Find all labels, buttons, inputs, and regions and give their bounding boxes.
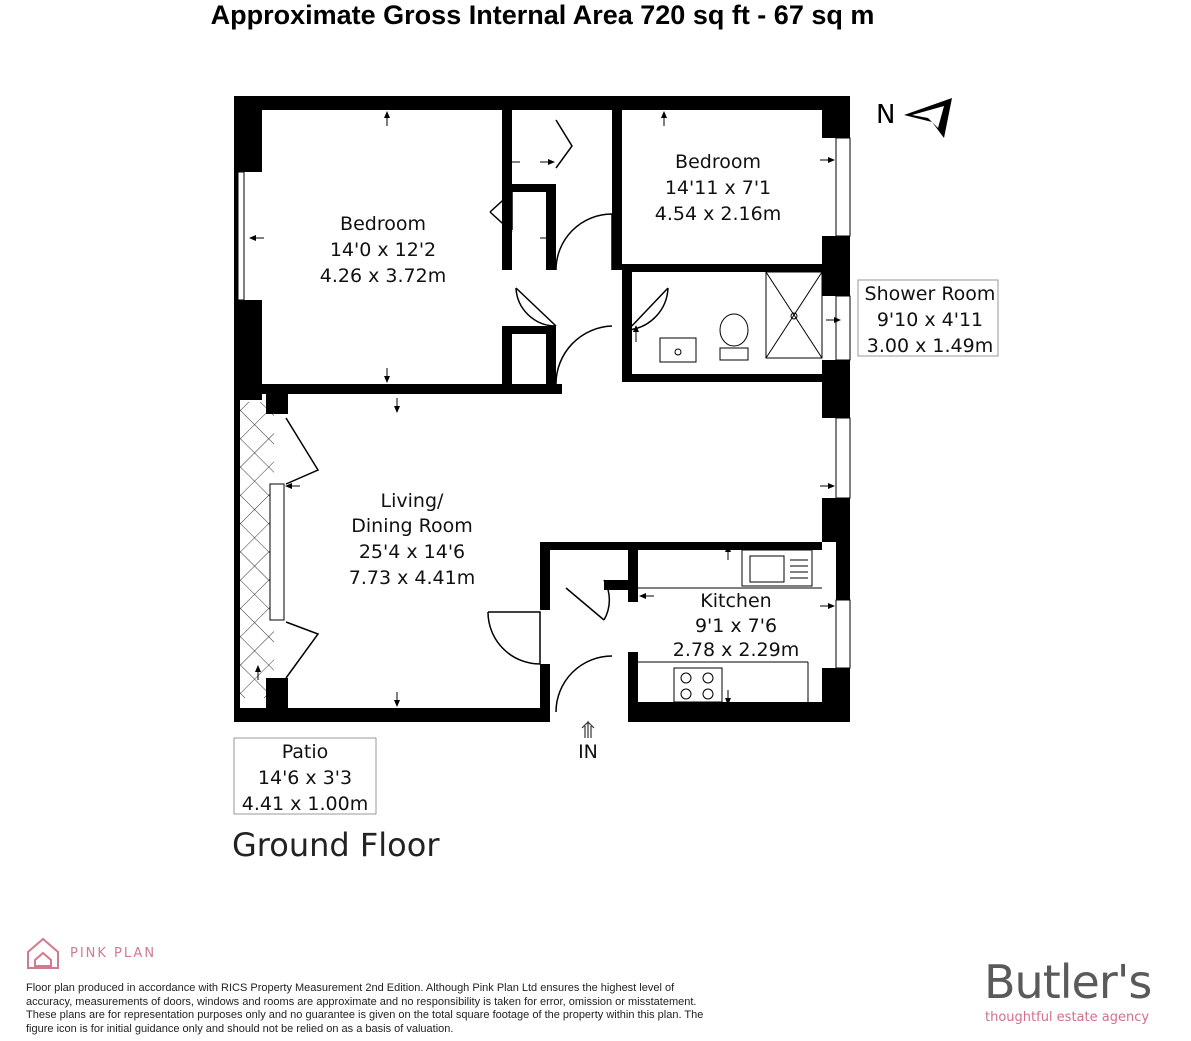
room-metric: 3.00 x 1.49m: [866, 335, 994, 357]
room-imperial: 9'1 x 7'6: [694, 615, 778, 637]
room-shower-room: [858, 280, 998, 357]
entrance-label: IN: [578, 741, 598, 763]
agency-logo: Butler's: [984, 955, 1152, 1009]
room-metric: 2.78 x 2.29m: [672, 639, 800, 661]
floor-label: Ground Floor: [232, 826, 440, 864]
shower-fixtures: [660, 272, 822, 362]
agency-tagline: thoughtful estate agency: [985, 1010, 1150, 1025]
patio-area: [240, 402, 274, 698]
room-bedroom-2: [655, 151, 781, 225]
room-imperial: 25'4 x 14'6: [358, 541, 466, 563]
room-metric: 4.54 x 2.16m: [654, 203, 782, 225]
pink-plan-logo-icon: [28, 939, 58, 968]
compass-label: N: [876, 100, 896, 130]
room-imperial: 14'6 x 3'3: [257, 767, 353, 789]
room-living-dining: [349, 490, 475, 589]
room-name: Bedroom: [340, 213, 426, 235]
room-patio: [234, 738, 376, 815]
room-name: Patio: [281, 741, 329, 763]
entrance-arrow-icon: [582, 722, 594, 738]
page-title: Approximate Gross Internal Area 720 sq ft - 67 sq m: [210, 0, 875, 30]
room-imperial: 9'10 x 4'11: [876, 309, 984, 331]
room-metric: 4.41 x 1.00m: [241, 793, 369, 815]
compass-icon: [904, 98, 952, 138]
room-metric: 7.73 x 4.41m: [348, 567, 476, 589]
doors: [286, 120, 668, 712]
room-metric: 4.26 x 3.72m: [319, 265, 447, 287]
room-name: Dining Room: [351, 515, 473, 537]
room-name: Bedroom: [675, 151, 761, 173]
room-imperial: 14'11 x 7'1: [664, 177, 772, 199]
room-name: Shower Room: [864, 283, 996, 305]
pink-plan-brand: PINK PLAN: [70, 946, 157, 961]
disclaimer-text: Floor plan produced in accordance with RICS Property Measurement 2nd Edition. Although Pink Plan Ltd ensures the highest level of accuracy, measurements of doors, windows and rooms are approximate and no responsibility is taken for error, omission or misstatement. These plans are for representation purposes only and no guarantee is given on the total square footage of the property within this plan. The figure icon is for initial guidance only and should not be relied on as a basis of valuation.: [26, 982, 704, 1035]
room-kitchen: [673, 590, 799, 661]
room-bedroom-1: [320, 213, 446, 287]
room-name: Kitchen: [700, 590, 772, 612]
room-name: Living/: [380, 490, 444, 512]
room-imperial: 14'0 x 12'2: [329, 239, 437, 261]
